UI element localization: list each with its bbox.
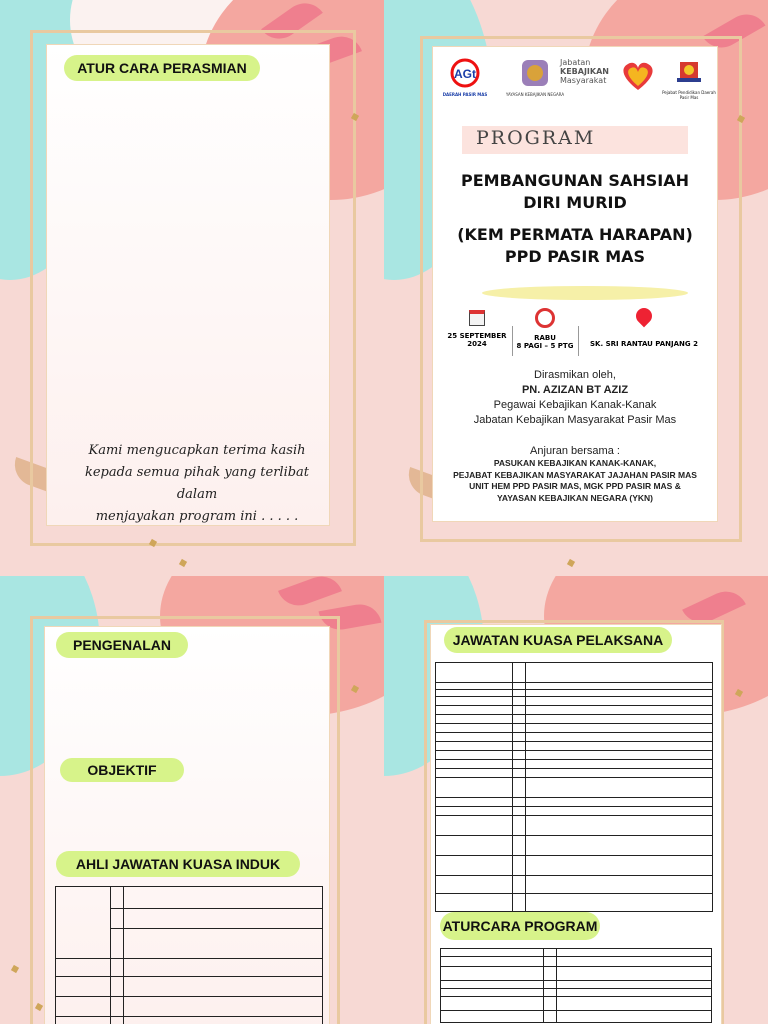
date-line: 2024: [467, 340, 487, 348]
location-pin-icon: [633, 305, 656, 328]
thanks-message: [70, 440, 324, 528]
thanks-line: Kami mengucapkan terima kasih: [88, 443, 306, 458]
heading-objektif: OBJEKTIF: [60, 758, 184, 782]
panel-pengenalan: [0, 576, 384, 1024]
calendar-icon: [469, 310, 485, 326]
time-text: 8 PAGI – 5 PTG: [516, 342, 574, 350]
program-word: PROGRAM: [476, 127, 596, 149]
heading-ajk-induk: AHLI JAWATAN KUASA INDUK: [56, 851, 300, 877]
gold-speck: [179, 559, 187, 567]
ykn-caption: YAYASAN KEBAJIKAN NEGARA: [505, 92, 565, 97]
organizer-line: PEJABAT KEBAJIKAN MASYARAKAT JAJAHAN PASIR MAS: [453, 469, 697, 480]
logo-row: [442, 58, 714, 102]
officer-title: Pegawai Kebajikan Kanak-Kanak: [493, 399, 657, 411]
heading-jk-pelaksana: JAWATAN KUASA PELAKSANA: [444, 627, 672, 653]
panel-cover: [384, 0, 768, 576]
gold-speck: [11, 965, 19, 973]
title-line: (KEM PERMATA HARAPAN): [457, 225, 693, 244]
jkm-logo: [560, 58, 614, 98]
schedule-table: [440, 948, 712, 1023]
officer-dept: Jabatan Kebajikan Masyarakat Pasir Mas: [473, 414, 677, 426]
thanks-line: menjayakan program ini . . . . .: [95, 509, 299, 524]
thanks-line: kepada semua pihak yang terlibat dalam: [84, 465, 310, 502]
day-text: RABU: [534, 334, 556, 342]
organizer-line: UNIT HEM PPD PASIR MAS, MGK PPD PASIR MAS &: [469, 481, 681, 491]
panel-atur-cara: [0, 0, 384, 576]
organizers-block: [432, 444, 718, 504]
ppd-logo: [660, 58, 718, 98]
svg-text:AGt: AGt: [454, 67, 476, 81]
jkm-line: Masyarakat: [560, 76, 607, 85]
pelaksana-table: [435, 662, 713, 912]
yellow-brush: [482, 286, 688, 300]
officiated-by: Dirasmikan oleh,: [534, 369, 616, 381]
agt-caption: DAERAH PASIR MAS: [442, 92, 488, 97]
ppd-caption: Pejabat Pendidikan Daerah Pasir Mas: [662, 90, 716, 100]
venue-text: SK. SRI RANTAU PANJANG 2: [590, 340, 698, 348]
committee-table: [55, 886, 323, 1024]
venue-block: [582, 308, 706, 348]
date-line: 25 SEPTEMBER: [447, 332, 507, 340]
heart-logo: [618, 58, 658, 98]
program-title: [432, 170, 718, 268]
gold-speck: [567, 559, 575, 567]
officiated-block: [432, 368, 718, 428]
title-line: PEMBANGUNAN SAHSIAH: [461, 171, 689, 190]
agt-logo: [442, 58, 488, 98]
organizer-line: YAYASAN KEBAJIKAN NEGARA (YKN): [496, 492, 654, 503]
officer-name: PN. AZIZAN BT AZIZ: [521, 384, 629, 396]
clock-icon: [535, 308, 555, 328]
panel-jawatan-kuasa: [384, 576, 768, 1024]
time-block: [514, 308, 576, 350]
jkm-line: Jabatan: [560, 58, 591, 67]
organized-by: Anjuran bersama :: [530, 445, 620, 457]
jkm-line: KEBAJIKAN: [560, 67, 609, 76]
heading-pengenalan: PENGENALAN: [56, 632, 188, 658]
date-block: [442, 310, 512, 348]
organizer-line: PASUKAN KEBAJIKAN KANAK-KANAK,: [493, 458, 657, 468]
title-line: PPD PASIR MAS: [504, 247, 646, 266]
heading-aturcara-program: ATURCARA PROGRAM: [440, 912, 600, 940]
heading-atur-cara: ATUR CARA PERASMIAN: [64, 55, 260, 81]
title-line: DIRI MURID: [523, 193, 627, 212]
divider: [512, 326, 513, 356]
divider: [578, 326, 579, 356]
